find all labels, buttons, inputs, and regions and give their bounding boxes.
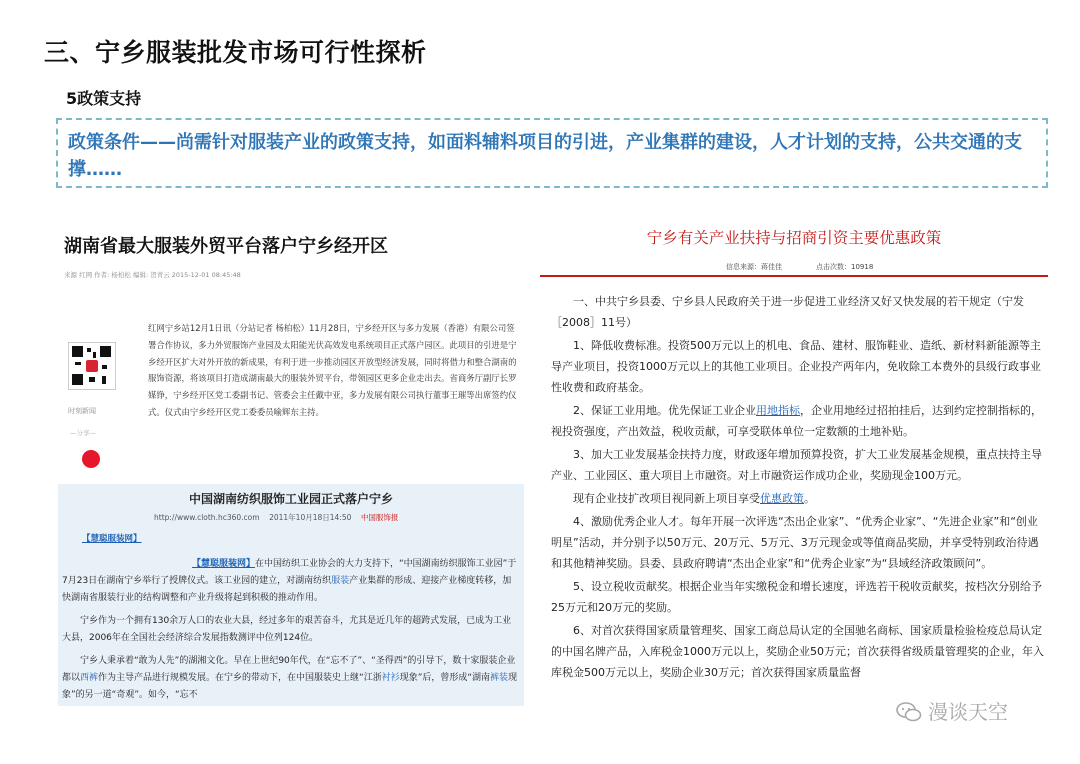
policy-paragraph: 一、中共宁乡县委、宁乡县人民政府关于进一步促进工业经济又好又快发展的若干规定（宁发［2008］11号）	[551, 295, 1024, 329]
share-label: —分享—	[70, 429, 96, 437]
body-text: 现有企业技扩改项目视同新上项目享受	[573, 492, 760, 505]
clipping-meta: 来源 红网 作者: 杨柏松 编辑: 贺青云 2015-12-01 08:45:48	[64, 271, 241, 279]
policy-paragraph: 5、设立税收贡献奖。根据企业当年实缴税金和增长速度，评选若干税收贡献奖，按档次分别给予25万元和20万元的奖励。	[551, 580, 1042, 614]
policy-body	[551, 291, 1048, 685]
body-text: 在中国纺织工业协会的大力支持下，“中国湖南纺织服饰工业园”于7月23日在湖南宁乡举行了授牌仪式。该工业园的建立，对湖南纺织	[62, 559, 517, 586]
headline-divider	[540, 275, 1048, 277]
qr-code-icon	[68, 342, 116, 390]
policy-callout-box	[56, 118, 1048, 188]
keyword-link[interactable]: 裤装	[490, 673, 509, 683]
watermark	[896, 696, 1008, 725]
policy-headline: 宁乡有关产业扶持与招商引资主要优惠政策	[646, 229, 942, 247]
policy-paragraph: 4、激励优秀企业人才。每年开展一次评选“杰出企业家”、“优秀企业家”、“先进企业家”和“创业明星”活动，并分别予以50万元、20万元、5万元、3万元现金或等值商品奖励，并享受特别政治待遇和其他精神奖励。县委、县政府聘请“杰出企业家”和“优秀企业家”为“县域经济政策顾问”。	[551, 515, 1039, 570]
clipping-source-line	[154, 512, 398, 523]
body-text: 现象”后，曾形成“湖南	[399, 673, 491, 683]
body-text: 2、保证工业用地。优先保证工业企业	[573, 404, 756, 417]
qr-caption: 时刻新闻	[68, 407, 96, 415]
clipping-headline: 中国湖南纺织服饰工业园正式落户宁乡	[188, 492, 393, 506]
policy-paragraph	[551, 488, 1048, 509]
slide-title: 三、宁乡服装批发市场可行性探析	[44, 38, 427, 67]
policy-paragraph: 6、对首次获得国家质量管理奖、国家工商总局认定的全国驰名商标、国家质量检验检疫总局认定的中国名牌产品，入库税金1000万元以上，奖励企业50万元；首次获得省级质量管理奖的企业，年入库税金500万元以上，奖励企业30万元；首次获得国家质量监督	[551, 624, 1044, 679]
body-text: 宁乡作为一个拥有130余万人口的农业大县，经过多年的艰苦奋斗，尤其是近几年的超跨式发展，已成为工业大县，2006年在全国社会经济综合发展指数测评中位列124位。	[62, 616, 512, 643]
body-text: ，企业用地经过招拍挂后，达到约定控制指标的，视投资强度，产出效益，税收贡献，可享受联体单位一定数额的土地补贴。	[551, 404, 1042, 438]
watermark-text: 漫谈天空	[928, 700, 1008, 724]
section-subtitle: 5政策支持	[66, 89, 142, 108]
body-text: 现象”的另一道“奇观”。如今，“忘不	[62, 673, 518, 700]
clipping-headline: 湖南省最大服装外贸平台落户宁乡经开区	[64, 236, 388, 257]
policy-callout-text: 政策条件——尚需针对服装产业的政策支持，如面料辅料项目的引进，产业集群的建设，人才计划的支持，公共交通的支撑……	[68, 132, 1022, 180]
site-link[interactable]: 【慧聪服装网】	[82, 534, 142, 544]
policy-paragraph: 3、加大工业发展基金扶持力度，财政逐年增加预算投资，扩大工业发展基金规模，重点扶持主导产业、工业园区、重大项目上市融资。对上市融资运作成功企业，奖励现金100万元。	[551, 448, 1042, 482]
clipping-body	[62, 544, 520, 710]
clipping-date: 2011年10月18日14:50	[269, 513, 352, 522]
body-text: 宁乡人秉承着“敢为人先”的湖湘文化。早在上世纪90年代，在“忘不了”、“圣得西”的引导下，数十家服装企业都以	[62, 656, 516, 683]
clipping-paragraph: 红网宁乡站12月1日讯（分站记者 杨柏松）11月28日，宁乡经开区与多力发展（香港）有限公司签署合作协议，多力外贸服饰产业园及太阳能光伏高效发电系统项目正式落户园区。此项目的引进是宁乡经开区扩大对外开放的新成果，有利于进一步推动园区开放型经济发展，同时将借力和整合湖南的服饰资源，将该项目打造成湖南最大的服装外贸平台，带领园区更多企业走出去。省商务厅副厅长罗媒铮，宁乡经开区党工委副书记、管委会主任戴中亚，多力发展有限公司执行董事王璀等出席签约仪式。仪式由宁乡经开区党工委委员喻辉东主持。	[148, 323, 517, 417]
keyword-link[interactable]: 服装	[331, 576, 350, 586]
clipping-source: 中国服饰报	[360, 513, 399, 522]
news-clipping-redweb	[58, 220, 528, 470]
body-text: 作为主导产品进行规模发展。在宁乡的带动下，在中国服装史上继“江浙	[98, 673, 382, 683]
keyword-link[interactable]: 用地指标	[756, 404, 800, 417]
wechat-icon	[896, 702, 922, 722]
policy-paragraph	[551, 400, 1048, 442]
body-text: 。	[804, 492, 815, 505]
click-count: 点击次数：10918	[816, 263, 874, 271]
news-clipping-hc360	[58, 484, 524, 706]
keyword-link[interactable]: 衬衫	[381, 673, 400, 683]
keyword-link[interactable]: 优惠政策	[760, 492, 804, 505]
clipping-url: http://www.cloth.hc360.com	[154, 513, 260, 522]
body-text: 产业集群的形成、迎接产业梯度转移，加快湖南省服装行业的结构调整和产业升级将起到积极的推动作用。	[62, 576, 512, 603]
keyword-link[interactable]: 西裤	[80, 673, 99, 683]
site-link-inline[interactable]: 【慧聪服装网】	[192, 559, 256, 569]
weibo-icon[interactable]	[82, 450, 100, 468]
info-source: 信息来源：蒋佳佳	[726, 263, 782, 271]
policy-paragraph: 1、降低收费标准。投资500万元以上的机电、食品、建材、服饰鞋业、造纸、新材料新能源等主导产业项目，投资1000万元以上的其他工业项目。企业投产两年内，免收除工本费外的县级行政事业性收费和政府基金。	[551, 339, 1041, 394]
